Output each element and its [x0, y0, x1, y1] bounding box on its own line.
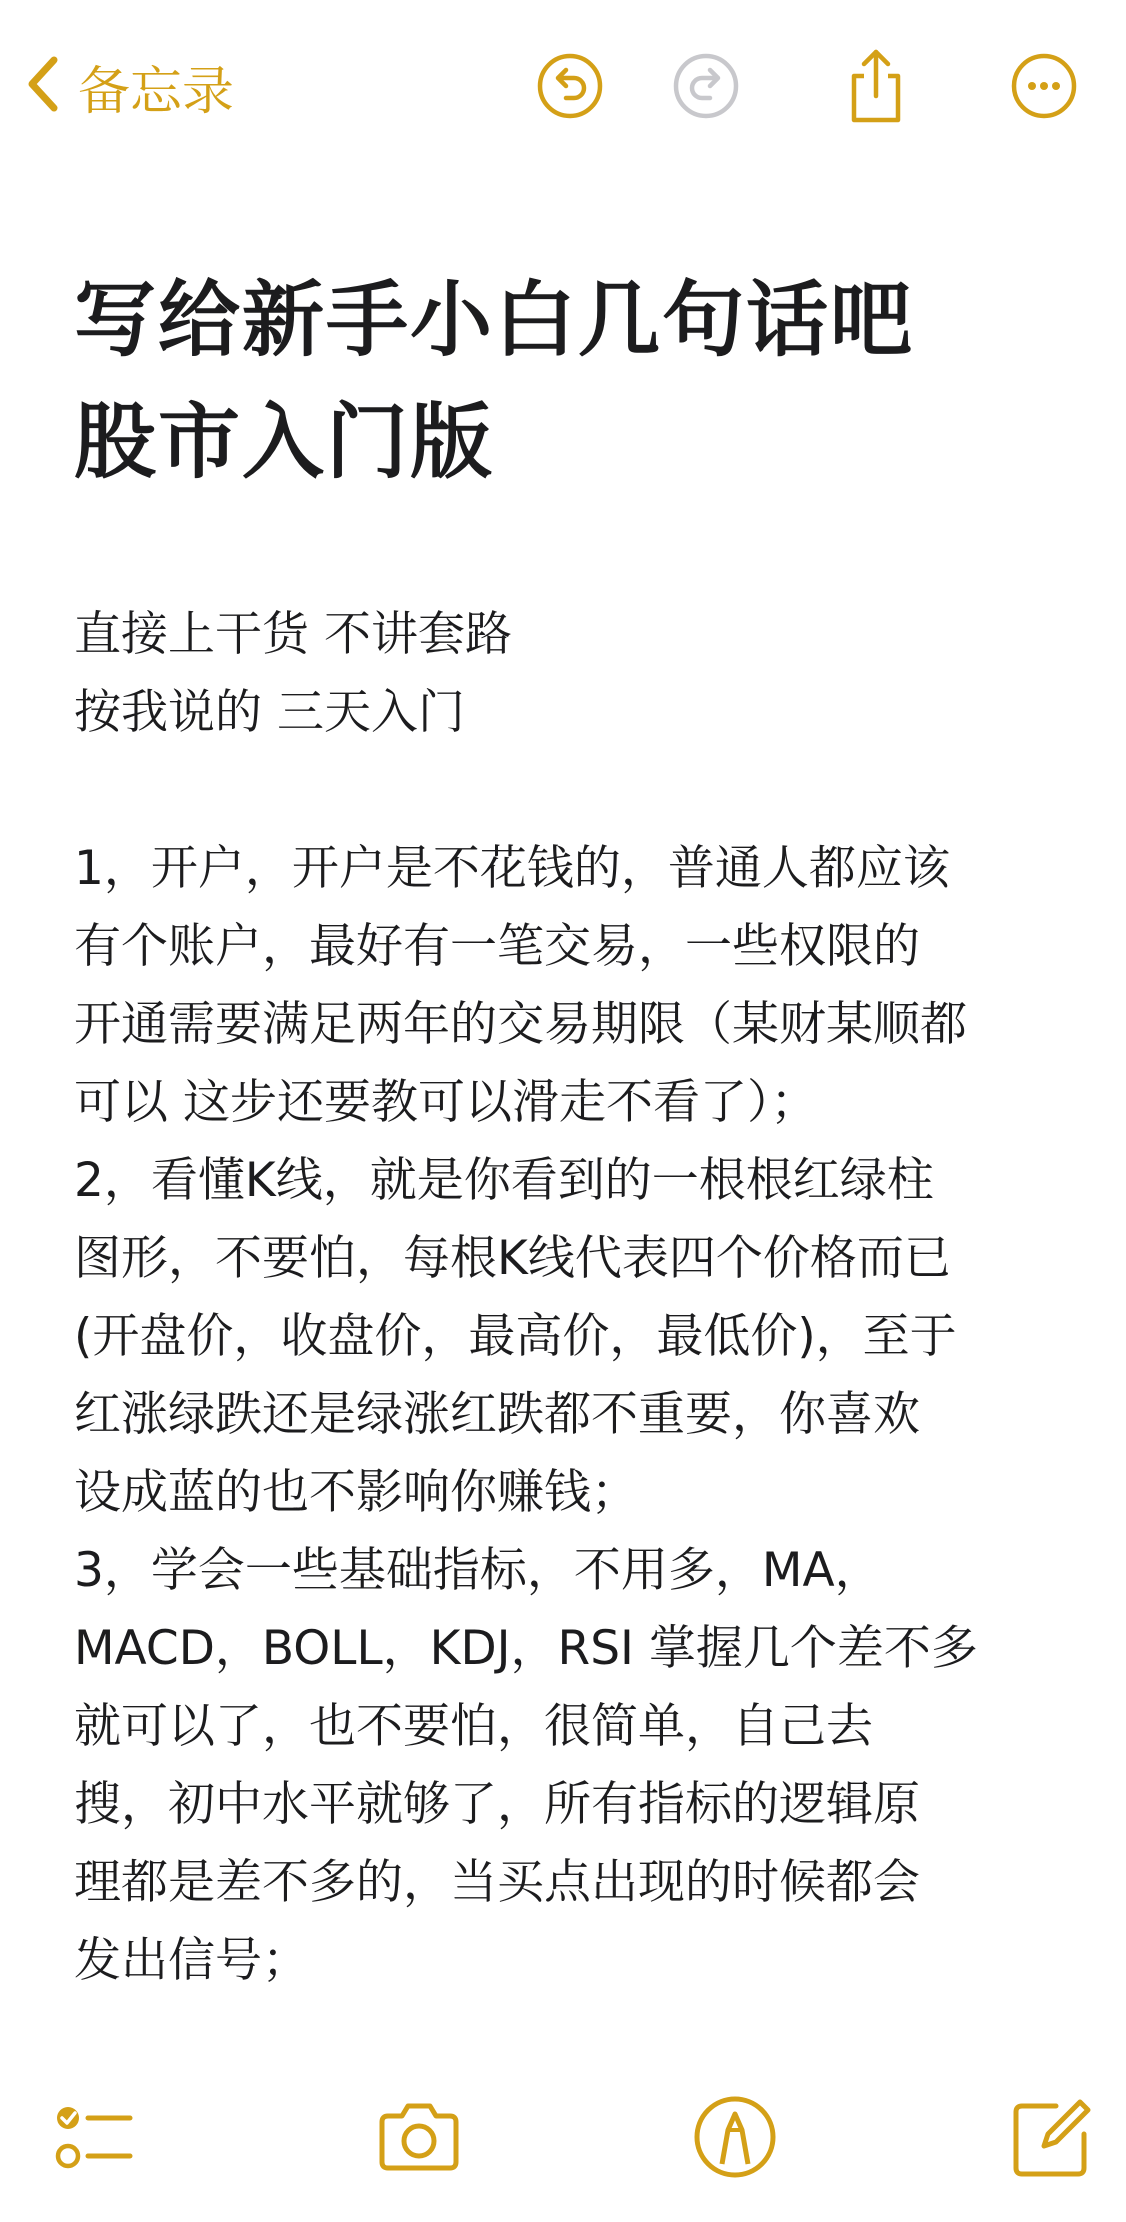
- more-button[interactable]: [1010, 52, 1078, 120]
- more-icon: [1010, 105, 1078, 124]
- note-title: [74, 260, 1074, 504]
- camera-icon: [374, 2167, 464, 2186]
- chevron-left-icon: [24, 54, 64, 118]
- undo-icon: [536, 105, 604, 124]
- note-title-line-2: 股市入门版: [74, 395, 495, 490]
- camera-button[interactable]: [374, 2092, 464, 2182]
- note-item-1: 1，开户，开户是不花钱的，普通人都应该 有个账户，最好有一笔交易，一些权限的 开通需要满足两年的交易期限（某财某顺都 可以 这步还要教可以滑走不看了）；: [74, 841, 967, 1130]
- back-button[interactable]: [24, 50, 234, 122]
- markup-button[interactable]: [690, 2092, 780, 2182]
- note-intro: 直接上干货 不讲套路 按我说的 三天入门: [74, 607, 512, 740]
- note-body[interactable]: [74, 260, 1074, 2000]
- note-items: [74, 830, 1074, 2000]
- checklist-button[interactable]: [50, 2092, 140, 2182]
- share-icon: [842, 111, 910, 130]
- navigation-bar: [0, 0, 1126, 170]
- note-item-3: 3，学会一些基础指标，不用多，MA， MACD，BOLL，KDJ，RSI 掌握几个差不多 就可以了，也不要怕，很简单，自己去 搜，初中水平就够了，所有指标的逻辑原 理都是差不多的，当买点出现的时候都会 发出信号；: [74, 1543, 978, 1988]
- redo-button[interactable]: [672, 52, 740, 120]
- bottom-toolbar: [0, 2072, 1126, 2222]
- compose-button[interactable]: [1006, 2092, 1096, 2182]
- back-label: 备忘录: [78, 61, 235, 122]
- markup-icon: [690, 2167, 780, 2186]
- note-item-2: 2，看懂K线，就是你看到的一根根红绿柱 图形，不要怕，每根K线代表四个价格而已 (开盘价，收盘价，最高价，最低价)，至于 红涨绿跌还是绿涨红跌都不重要，你喜欢 设成蓝的也不影响你赚钱；: [74, 1153, 957, 1520]
- note-title-line-1: 写给新手小白几句话吧: [74, 273, 915, 368]
- undo-button[interactable]: [536, 52, 604, 120]
- share-button[interactable]: [842, 46, 910, 114]
- compose-icon: [1006, 2167, 1096, 2186]
- checklist-icon: [50, 2167, 140, 2186]
- redo-icon: [672, 105, 740, 124]
